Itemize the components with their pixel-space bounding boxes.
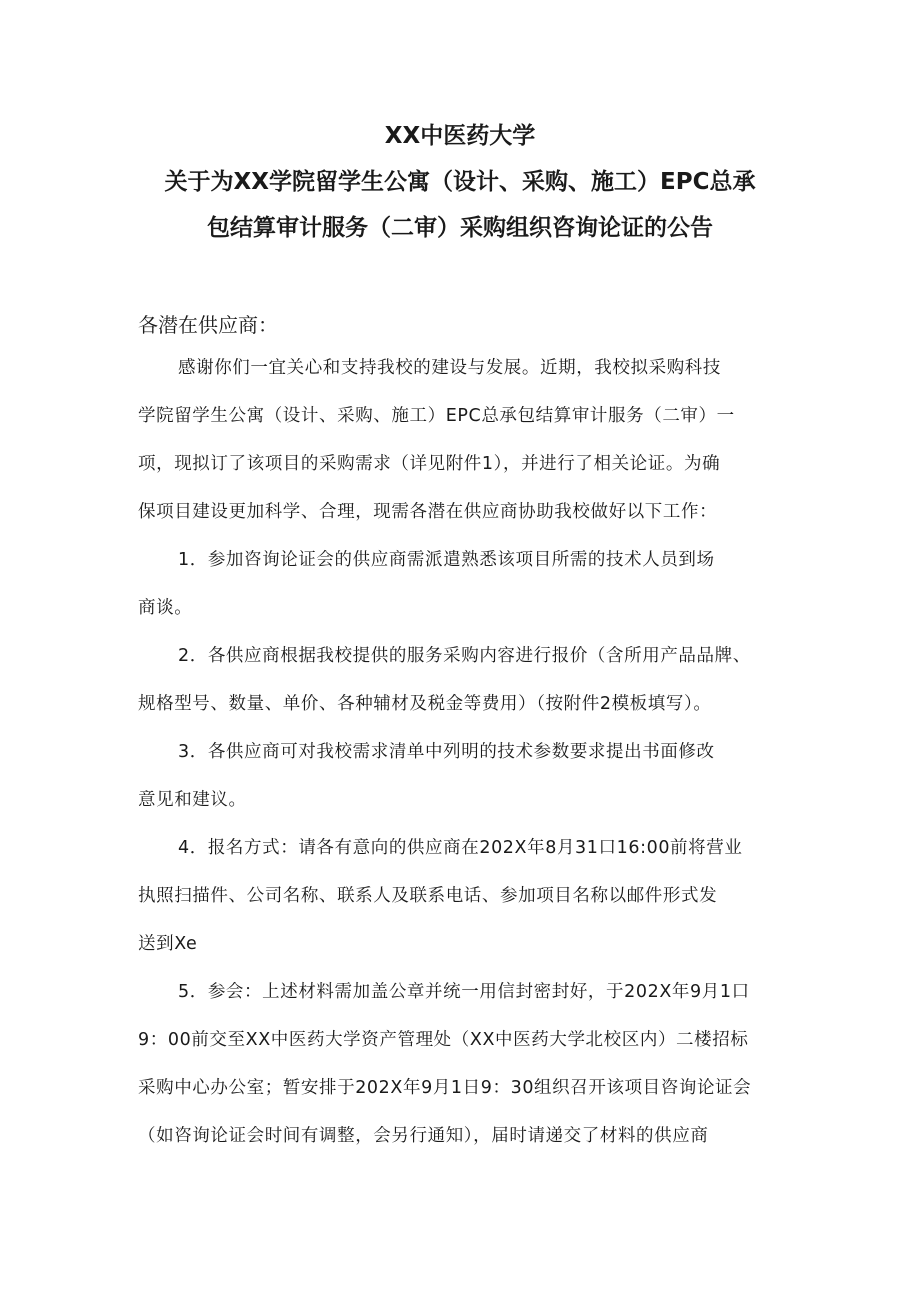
salutation: 各潜在供应商： [138, 313, 278, 337]
paragraph-line: 2．各供应商根据我校提供的服务采购内容进行报价（含所用产品品牌、 [178, 646, 751, 666]
paragraph-item-1 [138, 544, 798, 640]
paragraph-line: 4．报名方式：请各有意向的供应商在202X年8月31口16:00前将营业 [178, 838, 743, 858]
paragraph-line: （如咨询论证会时间有调整，会另行通知），届时请递交了材料的供应商 [138, 1126, 709, 1146]
paragraph-line: 意见和建议。 [138, 790, 247, 810]
document-body [138, 352, 798, 1168]
paragraph-line: 3．各供应商可对我校需求清单中列明的技术参数要求提出书面修改 [178, 742, 715, 762]
paragraph-line: 执照扫描件、公司名称、联系人及联系电话、参加项目名称以邮件形式发 [138, 886, 718, 906]
paragraph-line: 感谢你们一宜关心和支持我校的建设与发展。近期，我校拟采购科技 [178, 358, 721, 378]
title-line-1: XX中医药大学 [384, 123, 536, 149]
paragraph-line: 1．参加咨询论证会的供应商需派遣熟悉该项目所需的技术人员到场 [178, 550, 715, 570]
paragraph-line: 送到Xe [138, 934, 198, 954]
paragraph-line: 保项目建设更加科学、合理，现需各潜在供应商协助我校做好以下工作： [138, 502, 718, 522]
paragraph-item-5 [138, 976, 798, 1168]
paragraph-line: 项，现拟订了该项目的采购需求（详见附件1），并进行了相关论证。为确 [138, 454, 721, 474]
document-title [0, 113, 920, 251]
title-line-3: 包结算审计服务（二审）采购组织咨询论证的公告 [207, 215, 713, 241]
paragraph-item-3 [138, 736, 798, 832]
paragraph-intro [138, 352, 798, 544]
paragraph-line: 规格型号、数量、单价、各种辅材及税金等费用）（按附件2模板填写）。 [138, 694, 712, 714]
paragraph-line: 9：00前交至XX中医药大学资产管理处（XX中医药大学北校区内）二楼招标 [138, 1030, 749, 1050]
paragraph-line: 采购中心办公室；暂安排于202X年9月1日9：30组织召开该项目咨询论证会 [138, 1078, 752, 1098]
paragraph-item-2 [138, 640, 798, 736]
paragraph-line: 商谈。 [138, 598, 193, 618]
paragraph-line: 5．参会：上述材料需加盖公章并统一用信封密封好，于202X年9月1口 [178, 982, 750, 1002]
paragraph-item-4 [138, 832, 798, 976]
title-line-2: 关于为XX学院留学生公寓（设计、采购、施工）EPC总承 [164, 169, 756, 195]
paragraph-line: 学院留学生公寓（设计、采购、施工）EPC总承包结算审计服务（二审）一 [138, 406, 735, 426]
